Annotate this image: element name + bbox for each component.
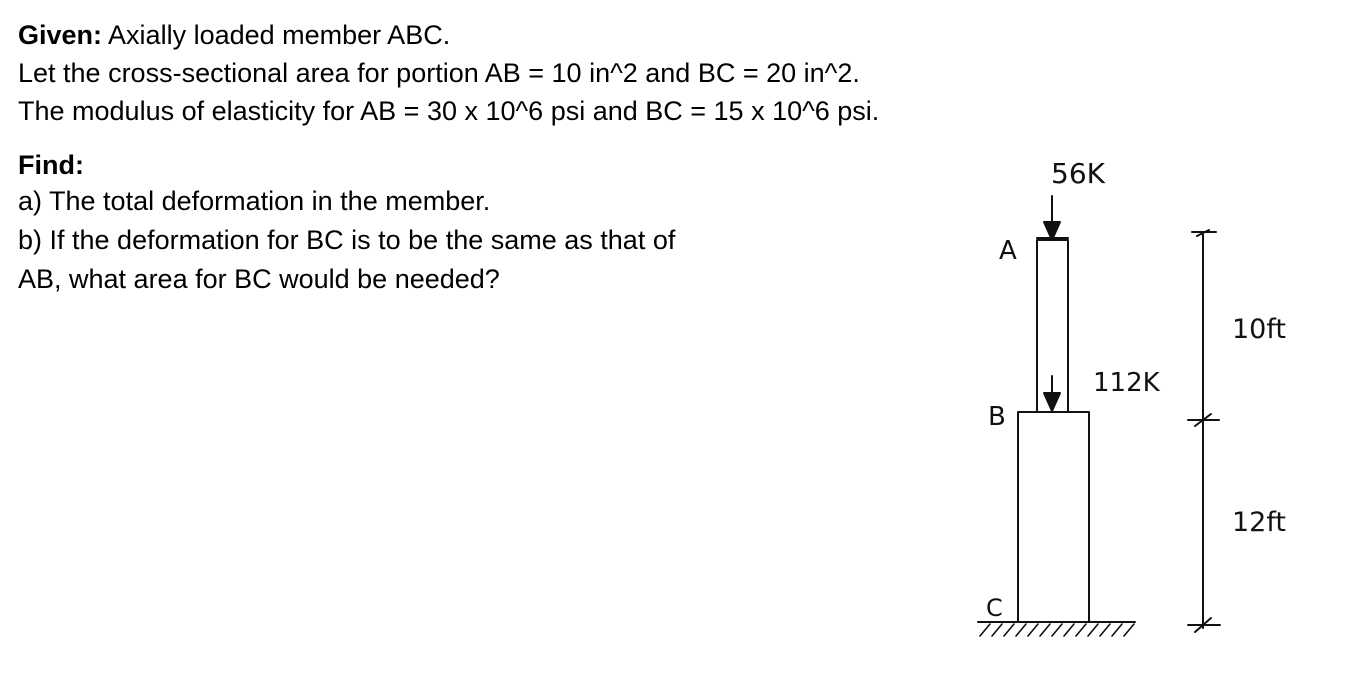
mid-load-label: 112K: [1093, 368, 1160, 398]
find-b-line1: b) If the deformation for BC is to be the same as that of: [18, 225, 676, 255]
dimension-line: [1188, 230, 1220, 632]
modulus-line: The modulus of elasticity for AB = 30 x 10^6 psi and BC = 15 x 10^6 psi.: [18, 96, 880, 126]
length-ab-label: 10ft: [1232, 314, 1286, 345]
point-c-label: C: [986, 594, 1003, 622]
top-load-label: 56K: [1051, 157, 1105, 190]
top-load-arrow: [1037, 196, 1068, 240]
area-line: Let the cross-sectional area for portion AB = 10 in^2 and BC = 20 in^2.: [18, 58, 860, 88]
point-b-label: B: [988, 402, 1006, 432]
point-a-label: A: [999, 236, 1017, 266]
find-a: a) The total deformation in the member.: [18, 186, 491, 216]
support-hatching: [980, 624, 1134, 636]
find-label: Find:: [18, 150, 84, 180]
find-b-line2: AB, what area for BC would be needed?: [18, 264, 500, 294]
segment-bc: [1018, 412, 1089, 622]
given-label: Given:: [18, 20, 103, 50]
given-text: Axially loaded member ABC.: [102, 20, 451, 50]
mid-load-arrow: [1044, 376, 1060, 411]
length-bc-label: 12ft: [1232, 507, 1286, 538]
